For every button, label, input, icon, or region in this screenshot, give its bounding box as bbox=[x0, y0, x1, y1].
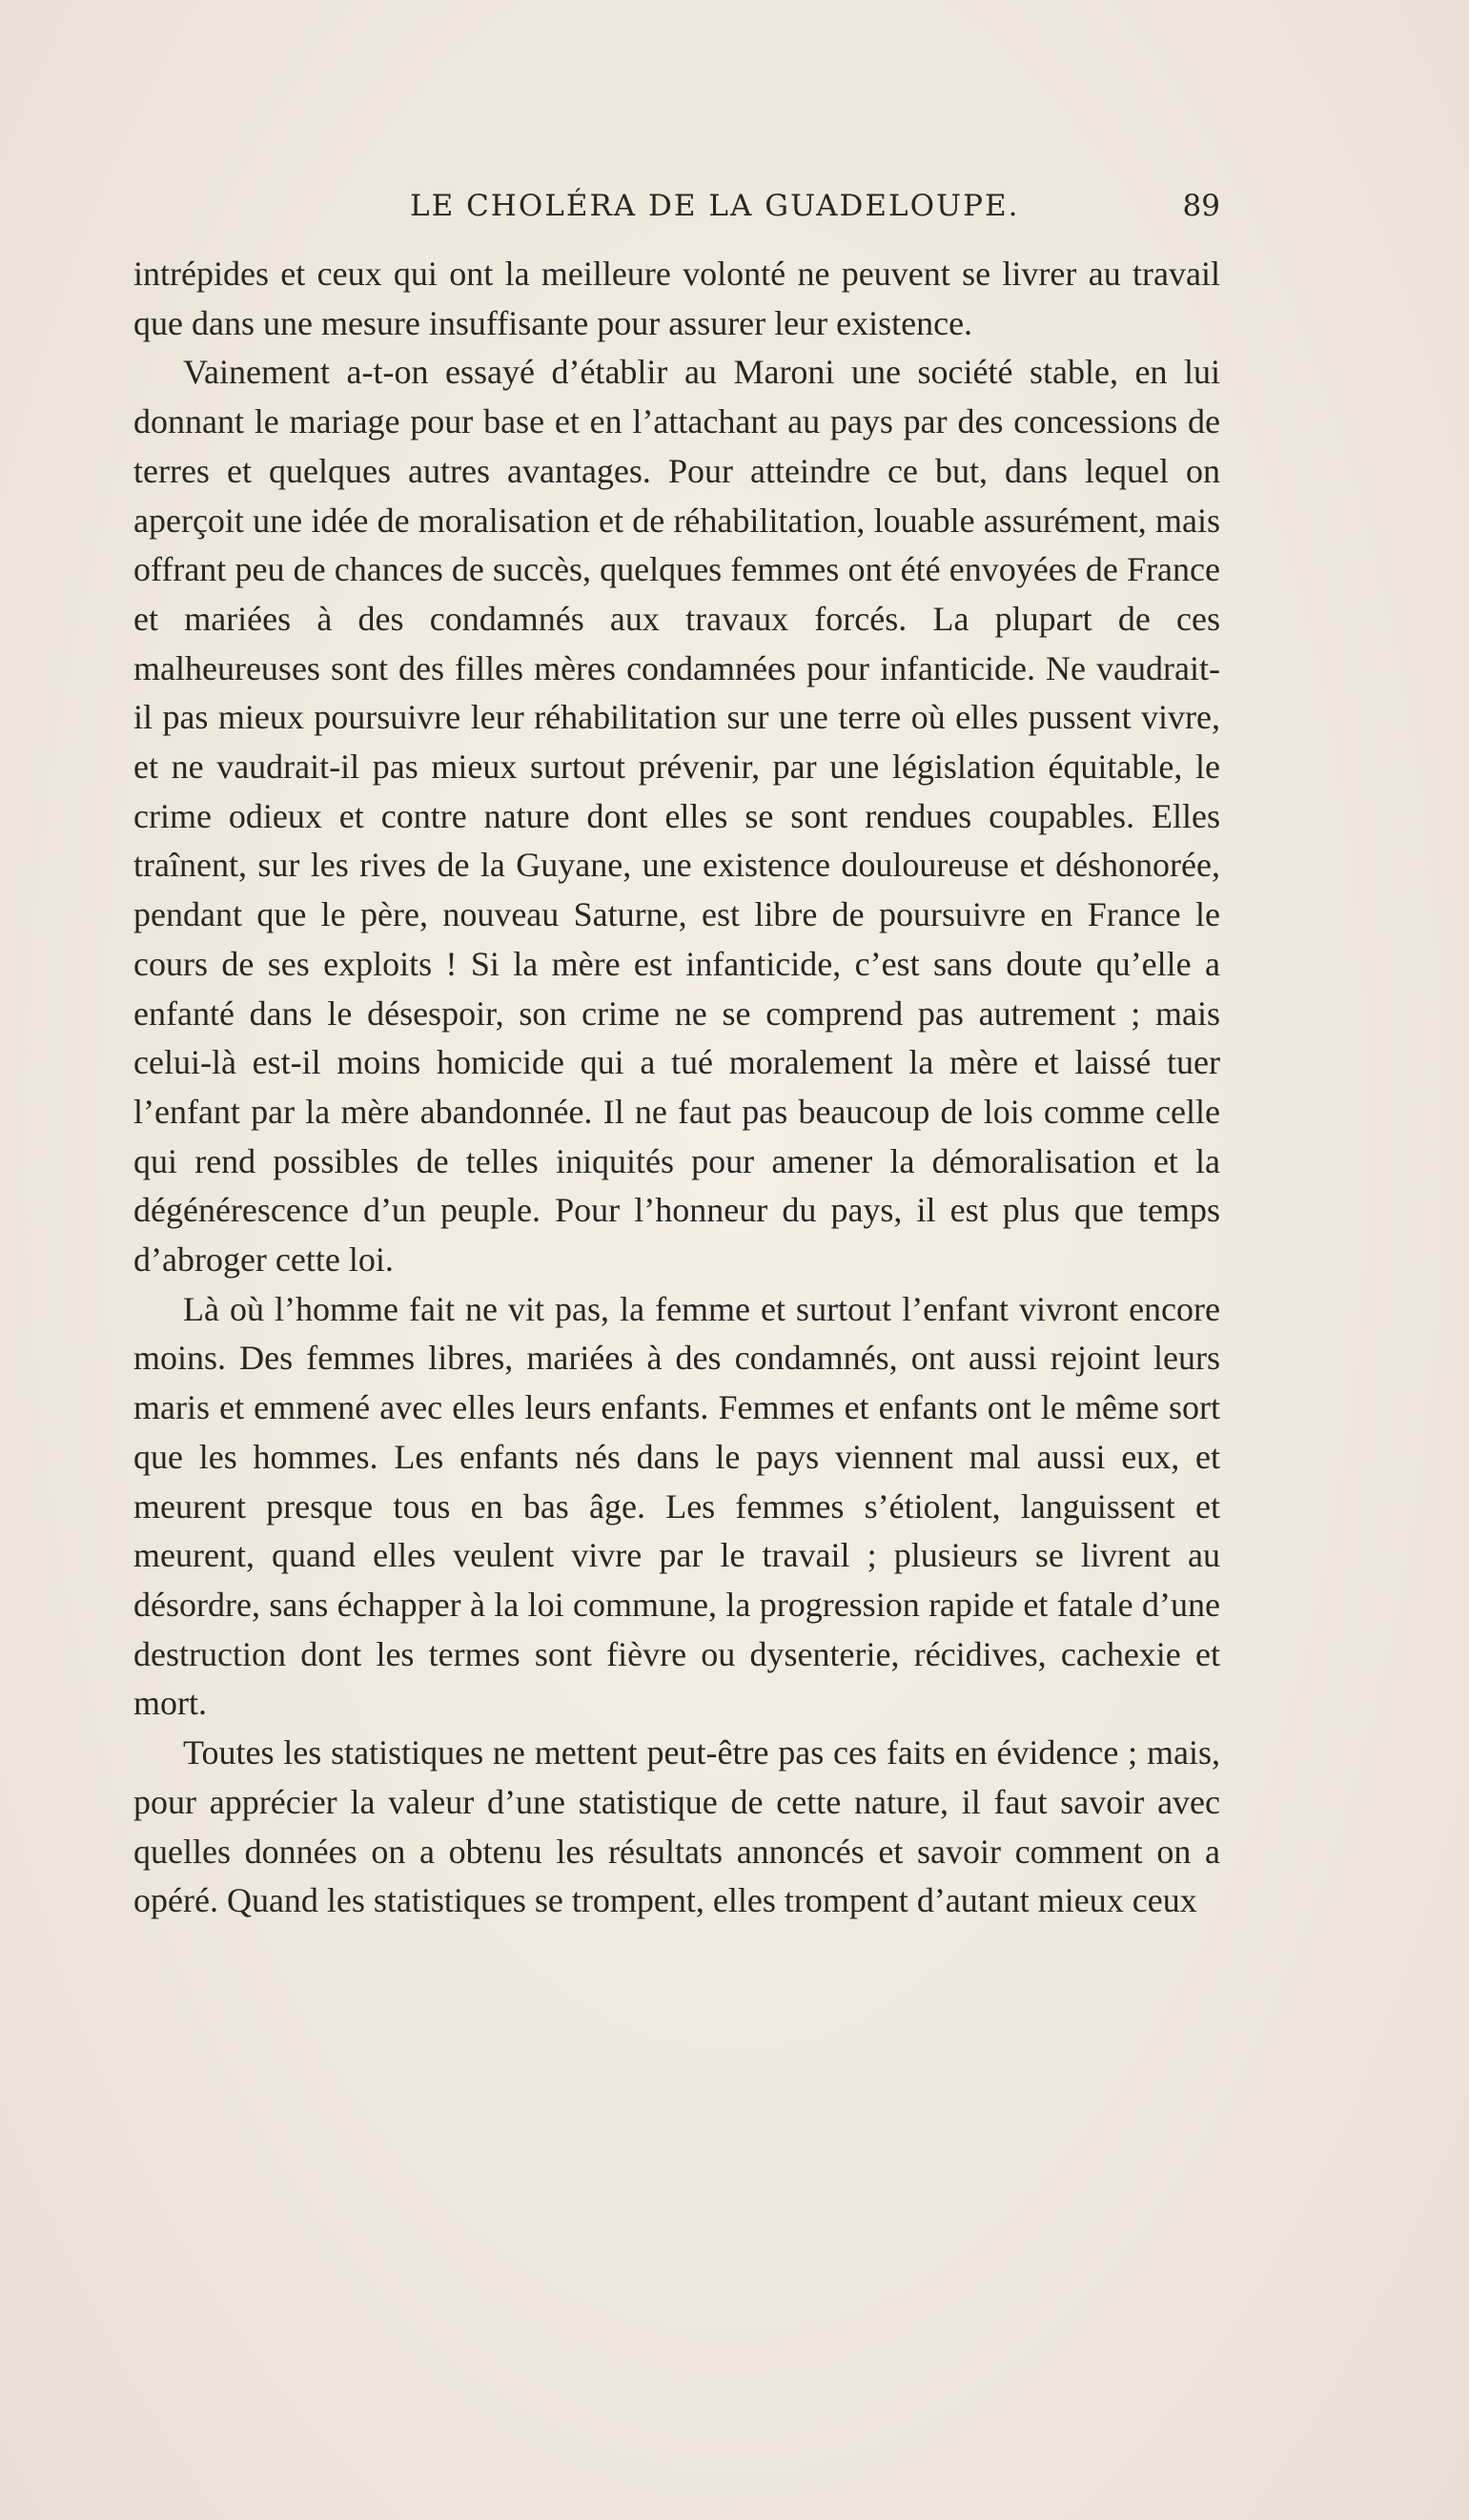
paragraph-3: Là où l’homme fait ne vit pas, la femme et surtout l’enfant vivront encore moins. Des femmes libres, mariées à des condamnés, ont aussi rejoint leurs maris et emmené avec elles leurs enfants. Femmes et enfants ont le même sort que les hommes. Les enfants nés dans le pays viennent mal aussi eux, et meurent presque tous en bas âge. Les femmes s’étiolent, languissent et meurent, quand elles veulent vivre par le travail ; plusieurs se livrent au désordre, sans échapper à la loi commune, la progression rapide et fatale d’une destruction dont les termes sont fièvre ou dysenterie, récidives, cachexie et mort. bbox=[133, 1289, 1220, 1723]
paragraph-2: Vainement a-t-on essayé d’établir au Maroni une société stable, en lui donnant le mariage pour base et en l’attachant au pays par des concessions de terres et quelques autres avantages. Pour atteindre ce but, dans lequel on aperçoit une idée de moralisation et de réhabilitation, louable assurément, mais offrant peu de chances de succès, quelques femmes ont été envoyées de France et mariées à des condamnés aux travaux forcés. La plupart de ces malheureuses sont des filles mères condamnées pour infanticide. Ne vaudrait-il pas mieux poursuivre leur réhabilitation sur une terre où elles pussent vivre, et ne vaudrait-il pas mieux surtout prévenir, par une législation équitable, le crime odieux et contre nature dont elles se sont rendues coupables. Elles traînent, sur les rives de la Guyane, une existence douloureuse et déshonorée, pendant que le père, nouveau Saturne, est libre de poursuivre en France le cours de ses exploits ! Si la mère est infanticide, c’est sans doute qu’elle a enfanté dans le désespoir, son crime ne se comprend pas autrement ; mais celui-là est-il moins homicide qui a tué moralement la mère et laissé tuer l’enfant par la mère abandonnée. Il ne faut pas beaucoup de lois comme celle qui rend possibles de telles iniquités pour amener la démoralisation et la dégénérescence d’un peuple. Pour l’honneur du pays, il est plus que temps d’abroger cette loi. bbox=[133, 353, 1220, 1280]
paragraph-1: intrépides et ceux qui ont la meilleure volonté ne peuvent se livrer au travail que dans une mesure insuffisante pour assurer leur existence. bbox=[133, 255, 1220, 342]
page-number: 89 bbox=[1182, 189, 1220, 223]
page-header bbox=[133, 189, 1220, 233]
running-title: LE CHOLÉRA DE LA GUADELOUPE. bbox=[410, 189, 1020, 223]
paragraph-4: Toutes les statistiques ne mettent peut-être pas ces faits en évidence ; mais, pour apprécier la valeur d’une statistique de cette nature, il faut savoir avec quelles données on a obtenu les résultats annoncés et savoir comment on a opéré. Quand les statistiques se trompent, elles trompent d’autant mieux ceux bbox=[133, 1733, 1220, 1920]
body-text bbox=[133, 250, 1220, 1926]
